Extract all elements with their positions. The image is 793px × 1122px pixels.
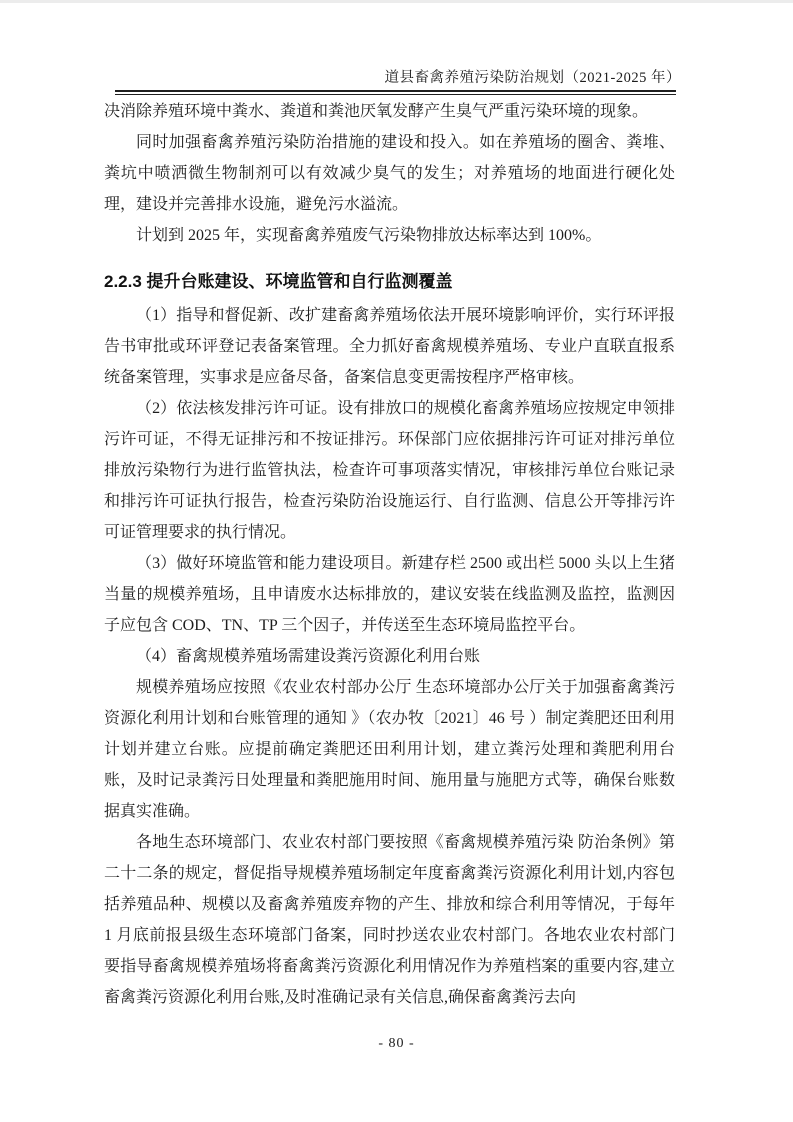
document-body bbox=[104, 96, 675, 1013]
paragraph-item-3-monitoring: （3）做好环境监管和能力建设项目。新建存栏 2500 或出栏 5000 头以上生猪当量的规模养殖场，且申请废水达标排放的，建议安装在线监测及监控，监测因子应包含 COD、TN、TP 三个因子，并传送至生态环境局监控平台。 bbox=[104, 555, 675, 634]
paragraph-item-1-eia: （1）指导和督促新、改扩建畜禽养殖场依法开展环境影响评价，实行环评报告书审批或环评登记表备案管理。全力抓好畜禽规模养殖场、专业户直联直报系统备案管理，实事求是应备尽备，备案信息变更需按程序严格审核。 bbox=[104, 307, 675, 386]
paragraph-continuation: 决消除养殖环境中粪水、粪道和粪池厌氧发酵产生臭气严重污染环境的现象。 bbox=[104, 103, 649, 120]
section-heading-2-2-3: 2.2.3 提升台账建设、环境监管和自行监测覆盖 bbox=[104, 272, 453, 291]
page-top-edge bbox=[0, 0, 793, 3]
page-footer bbox=[0, 1036, 793, 1052]
header-double-rule bbox=[115, 90, 676, 95]
paragraph-item-2-permit: （2）依法核发排污许可证。设有排放口的规模化畜禽养殖场应按规定申领排污许可证，不得无证排污和不按证排污。环保部门应依据排污许可证对排污单位排放污染物行为进行监管执法，检查许可事项落实情况，审核排污单位台账记录和排污许可证执行报告，检查污染防治设施运行、自行监测、信息公开等排污许可证管理要求的执行情况。 bbox=[104, 400, 675, 541]
paragraph-item-4-ledger: （4）畜禽规模养殖场需建设粪污资源化利用台账 bbox=[136, 648, 481, 665]
paragraph-annual-plan-filing: 各地生态环境部门、农业农村部门要按照《畜禽规模养殖污染 防治条例》第二十二条的规定，督促指导规模养殖场制定年度畜禽粪污资源化利用计划,内容包括养殖品种、规模以及畜禽养殖废弃物的产生、排放和综合利用等情况，于每年 1 月底前报县级生态环境部门备案，同时抄送农业农村部门。各地农业农村部门要指导畜禽规模养殖场将畜禽粪污资源化利用情况作为养殖档案的重要内容,建立畜禽粪污资源化利用台账,及时准确记录有关信息,确保畜禽粪污去向 bbox=[104, 834, 675, 1006]
paragraph-ledger-notice: 规模养殖场应按照《农业农村部办公厅 生态环境部办公厅关于加强畜禽粪污资源化利用计划和台账管理的通知 》（农办牧〔2021〕46 号 ）制定粪肥还田利用计划并建立台账。应提前确定粪肥还田利用计划，建立粪污处理和粪肥利用台账，及时记录粪污日处理量和粪肥施用时间、施用量与施肥方式等，确保台账数据真实准确。 bbox=[104, 679, 675, 820]
paragraph-odor-measures: 同时加强畜禽养殖污染防治措施的建设和投入。如在养殖场的圈舍、粪堆、粪坑中喷洒微生物制剂可以有效减少臭气的发生；对养殖场的地面进行硬化处理，建设并完善排水设施，避免污水溢流。 bbox=[104, 134, 675, 213]
page-number: - 80 - bbox=[378, 1036, 415, 1051]
header-running-title: 道县畜禽养殖污染防治规划（2021-2025 年） bbox=[384, 70, 681, 86]
paragraph-2025-target: 计划到 2025 年，实现畜禽养殖废气污染物排放达标率达到 100%。 bbox=[136, 227, 602, 244]
